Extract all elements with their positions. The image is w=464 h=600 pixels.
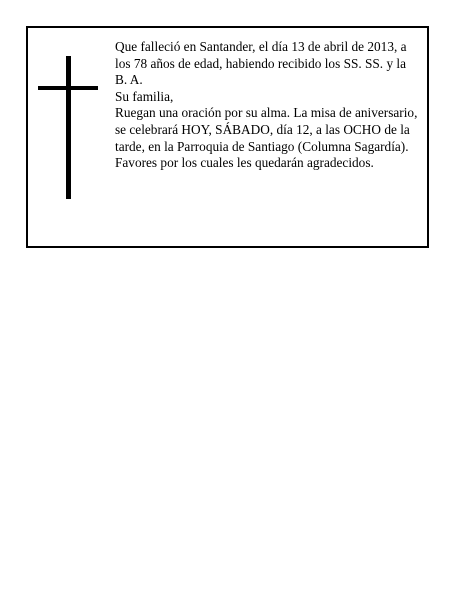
obituary-notice bbox=[26, 26, 429, 248]
cross-horizontal-bar bbox=[38, 86, 98, 90]
notice-body bbox=[115, 39, 420, 172]
cross-icon bbox=[38, 56, 98, 199]
notice-paragraph-family: Su familia, bbox=[115, 88, 174, 104]
notice-paragraph-death: Que falleció en Santander, el día 13 de abril de 2013, a los 78 años de edad, habiendo recibido los SS. SS. y la B. A. bbox=[115, 39, 407, 88]
notice-paragraph-mass: Ruegan una oración por su alma. La misa de aniversario, se celebrará HOY, SÁBADO, día 12, a las OCHO de la tarde, en la Parroquia de Santiago (Columna Sagardía). Favores por los cuales les quedarán agradecidos. bbox=[115, 105, 418, 171]
cross-vertical-bar bbox=[66, 56, 71, 199]
